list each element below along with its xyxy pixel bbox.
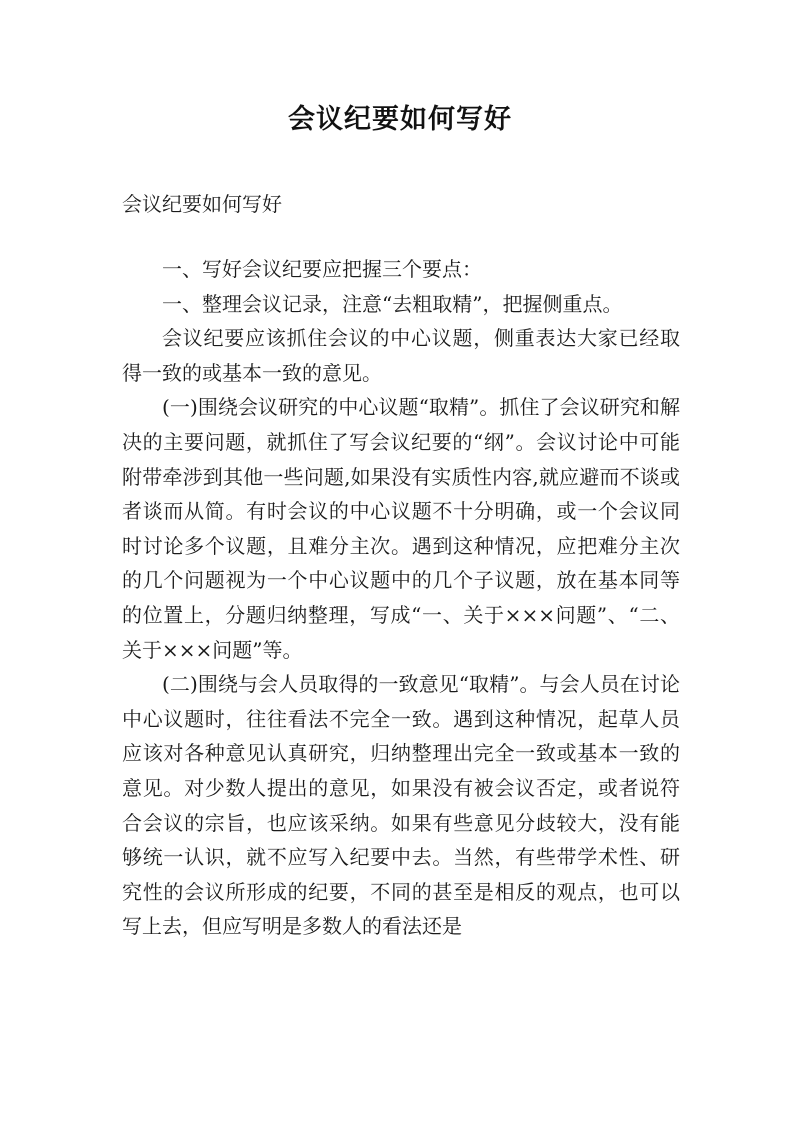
- paragraph-subpoint-two: (二)围绕与会人员取得的一致意见“取精”。与会人员在讨论中心议题时，往往看法不完全一致。遇到这种情况，起草人员应该对各种意见认真研究，归纳整理出完全一致或基本一致的意见。对少数人提出的意见，如果没有被会议否定，或者说符合会议的宗旨，也应该采纳。如果有些意见分歧较大，没有能够统一认识，就不应写入纪要中去。当然，有些带学术性、研究性的会议所形成的纪要，不同的甚至是相反的观点，也可以写上去，但应写明是多数人的看法还是: [122, 672, 680, 939]
- paragraph-section-heading: 一、写好会议纪要应把握三个要点：: [162, 257, 482, 281]
- paragraph-point-one: 一、整理会议记录，注意“去粗取精”，把握侧重点。: [162, 291, 623, 316]
- document-title: 会议纪要如何写好: [288, 104, 512, 135]
- document-subtitle: 会议纪要如何写好: [122, 192, 282, 216]
- paragraph-intro: 会议纪要应该抓住会议的中心议题，侧重表达大家已经取得一致的或基本一致的意见。: [122, 326, 680, 385]
- paragraph-subpoint-one: (一)围绕会议研究的中心议题“取精”。抓住了会议研究和解决的主要问题，就抓住了写会议纪要的“纲”。会议讨论中可能附带牵涉到其他一些问题,如果没有实质性内容,就应避而不谈或者谈而从简。有时会议的中心议题不十分明确，或一个会议同时讨论多个议题，且难分主次。遇到这种情况，应把难分主次的几个问题视为一个中心议题中的几个子议题，放在基本同等的位置上，分题归纳整理，写成“一、关于×××问题”、“二、关于×××问题”等。: [122, 395, 680, 662]
- document-body: [122, 252, 680, 944]
